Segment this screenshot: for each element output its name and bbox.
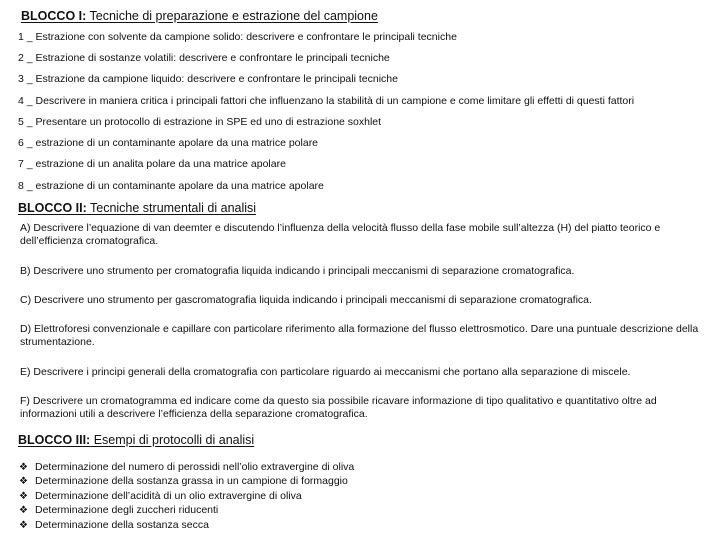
diamond-bullet-icon: ❖ xyxy=(19,462,28,473)
block1-item: 4 _ Descrivere in maniera critica i principali fattori che influenzano la stabilità di un campione e come limitare gli effetti di questi fattori xyxy=(18,95,635,107)
diamond-bullet-icon: ❖ xyxy=(19,491,28,502)
list-item xyxy=(19,519,209,532)
list-item-text: Determinazione del numero di perossidi nell’olio extravergine di oliva xyxy=(35,461,355,473)
list-item-text: Determinazione della sostanza grassa in un campione di formaggio xyxy=(35,475,348,487)
diamond-bullet-icon: ❖ xyxy=(19,476,28,487)
diamond-bullet-icon: ❖ xyxy=(19,505,28,516)
block1-item: 1 _ Estrazione con solvente da campione solido: descrivere e confrontare le principali tecniche xyxy=(18,31,457,43)
block1-heading-label: BLOCCO I: xyxy=(21,9,87,23)
block1-item: 2 _ Estrazione di sostanze volatili: descrivere e confrontare le principali tecniche xyxy=(18,52,390,64)
block2-item: C) Descrivere uno strumento per gascromatografia liquida indicando i principali meccanismi di separazione cromatografica. xyxy=(20,294,592,306)
block2-heading xyxy=(18,201,256,216)
block2-item: D) Elettroforesi convenzionale e capillare con particolare riferimento alla formazione del flusso elettrosmotico. Dare una puntuale descrizione della strumentazione. xyxy=(20,323,699,348)
list-item-text: Determinazione degli zuccheri riducenti xyxy=(35,504,219,516)
list-item xyxy=(19,504,218,517)
block3-heading-title: Esempi di protocolli di analisi xyxy=(90,433,255,447)
block2-item: A) Descrivere l’equazione di van deemter e discutendo l’influenza della velocità flusso della fase mobile sull’altezza (H) del piatto teorico e dell’efficienza cromatografica. xyxy=(20,222,661,247)
block2-item: E) Descrivere i principi generali della cromatografia con particolare riguardo ai meccanismi che portano alla separazione di miscele. xyxy=(20,366,631,378)
block2-item: F) Descrivere un cromatogramma ed indicare come da questo sia possibile ricavare informazione di tipo qualitativo e quantitativo oltre ad informazioni utili a descrivere l’efficienza della separazione cromatografica. xyxy=(20,395,657,420)
block1-item: 6 _ estrazione di un contaminante apolare da una matrice polare xyxy=(18,137,319,149)
block2-heading-title: Tecniche strumentali di analisi xyxy=(86,201,257,215)
block1-item: 7 _ estrazione di un analita polare da una matrice apolare xyxy=(18,158,286,170)
block1-item: 8 _ estrazione di un contaminante apolare da una matrice apolare xyxy=(18,180,324,192)
block2-heading-label: BLOCCO II: xyxy=(18,201,87,215)
list-item xyxy=(19,461,354,474)
diamond-bullet-icon: ❖ xyxy=(19,520,28,531)
block1-item: 3 _ Estrazione da campione liquido: descrivere e confrontare le principali tecniche xyxy=(18,73,398,85)
list-item xyxy=(19,490,302,503)
list-item-text: Determinazione della sostanza secca xyxy=(35,519,209,531)
block2-item: B) Descrivere uno strumento per cromatografia liquida indicando i principali meccanismi di separazione cromatografica. xyxy=(20,265,575,277)
block1-heading-title: Tecniche di preparazione e estrazione del campione xyxy=(86,9,378,23)
block3-heading xyxy=(18,433,254,448)
block3-heading-label: BLOCCO III: xyxy=(18,433,91,447)
list-item-text: Determinazione dell’acidità di un olio extravergine di oliva xyxy=(35,490,302,502)
block1-heading xyxy=(21,9,378,24)
list-item xyxy=(19,475,348,488)
block1-item: 5 _ Presentare un protocollo di estrazione in SPE ed uno di estrazione soxhlet xyxy=(18,116,382,128)
